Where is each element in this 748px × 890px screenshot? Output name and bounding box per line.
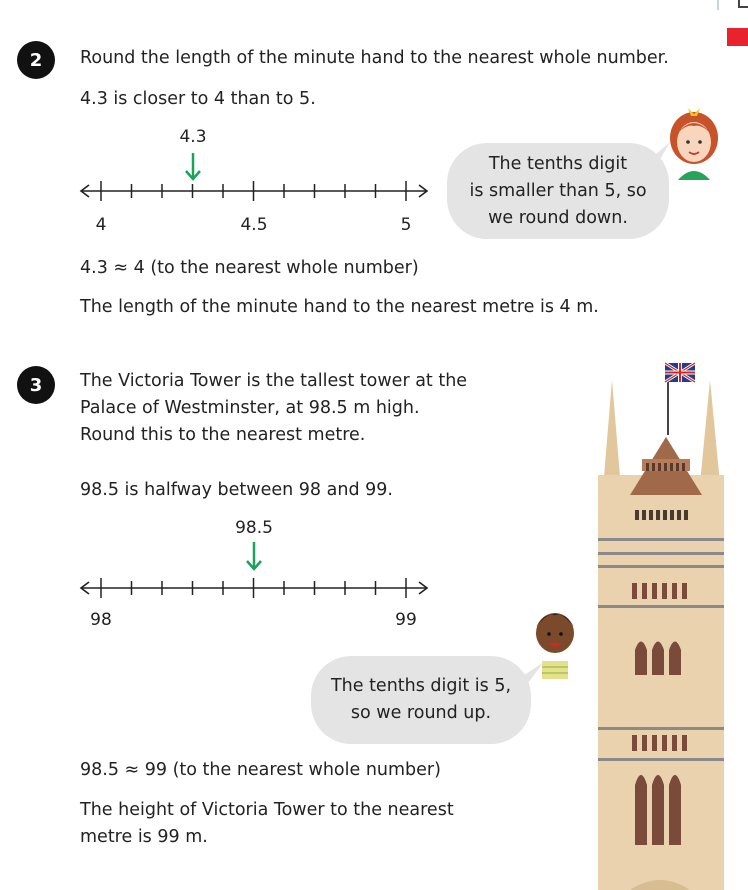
q2-label-right: 5 <box>400 215 412 235</box>
q3-conclusion-line-2: metre is 99 m. <box>80 827 208 847</box>
q3-label-right: 99 <box>395 610 417 630</box>
question-number-3: 3 <box>17 366 55 404</box>
q2-conclusion: The length of the minute hand to the nearest metre is 4 m. <box>80 297 599 317</box>
q3-line1: 98.5 is halfway between 98 and 99. <box>80 480 393 500</box>
union-flag-icon <box>665 363 695 435</box>
q3-marker-arrow <box>247 542 261 569</box>
q2-speech-bubble <box>447 143 669 239</box>
q3-prompt-line-3: Round this to the nearest metre. <box>80 425 366 445</box>
q2-marker-arrow <box>186 153 200 179</box>
q3-bubble-line-2: so we round up. <box>350 703 492 723</box>
q2-prompt: Round the length of the minute hand to the nearest whole number. <box>80 48 669 68</box>
victoria-tower-illustration <box>590 355 730 890</box>
q3-result: 98.5 ≈ 99 (to the nearest whole number) <box>80 760 441 780</box>
q2-bubble-line-1: The tenths digit <box>488 153 628 174</box>
question-number-2: 2 <box>17 41 55 79</box>
q2-line1: 4.3 is closer to 4 than to 5. <box>80 89 316 109</box>
q3-conclusion-line-1: The height of Victoria Tower to the nearest <box>80 800 454 820</box>
q2-label-mid: 4.5 <box>240 215 268 235</box>
q2-bubble-line-2: is smaller than 5, so <box>469 180 647 201</box>
q2-label-left: 4 <box>95 215 107 235</box>
q2-marker-label: 4.3 <box>179 127 207 147</box>
q2-bubble-line-3: we round down. <box>488 207 628 228</box>
q3-speech-bubble <box>311 656 531 744</box>
q2-result: 4.3 ≈ 4 (to the nearest whole number) <box>80 258 419 278</box>
q3-label-left: 98 <box>90 610 112 630</box>
q3-marker-label: 98.5 <box>235 518 273 538</box>
q3-prompt-line-2: Palace of Westminster, at 98.5 m high. <box>80 398 420 418</box>
q3-prompt-line-1: The Victoria Tower is the tallest tower at the <box>80 371 468 391</box>
q3-bubble-line-1: The tenths digit is 5, <box>330 676 512 696</box>
